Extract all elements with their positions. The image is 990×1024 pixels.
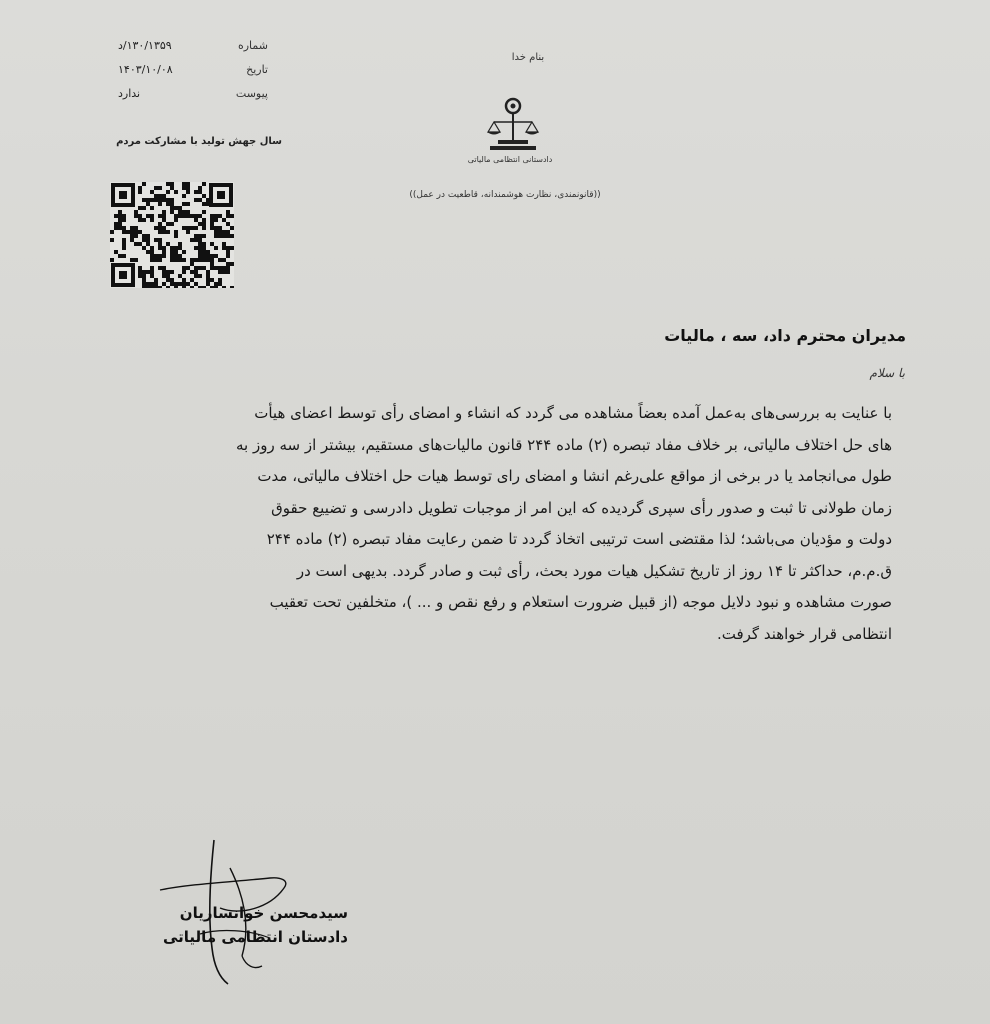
body-line: صورت مشاهده و نبود دلایل موجه (از قبیل ضرورت استعلام و رفع نقص و ... )، متخلفین تحت تعقیب (269, 593, 892, 611)
greeting: با سلام (869, 366, 905, 380)
body-line: طول می‌انجامد یا در برخی از مواقع علی‌رغم انشا و امضای رای توسط هیات حل اختلاف مالیاتی، مدت (257, 467, 892, 485)
number-row (118, 34, 268, 58)
body-line: زمان طولانی تا ثبت و صدور رأی سپری گردیده که این امر از موجبات تطویل دادرسی و تضییع حقوق (271, 498, 892, 517)
body-line: انتظامی قرار خواهند گرفت. (716, 624, 892, 643)
attachment-value: ندارد (118, 87, 141, 100)
addressee: مدیران محترم داد، سه ، مالیات (664, 326, 906, 345)
body-line: با عنایت به بررسی‌های به‌عمل آمده بعضاً مشاهده می گردد که انشاء و امضای رأی توسط اعضای هیأت (254, 404, 892, 422)
body-line: دولت و مؤدیان می‌باشد؛ لذا مقتضی است ترتیبی اتخاذ گردد تا ضمن رعایت مفاد تبصره (۲) ماده ۲۴۴ (266, 530, 892, 548)
body-line: ق.م.م، حداکثر تا ۱۴ روز از تاریخ تشکیل هیات مورد بحث، رأی ثبت و صادر گردد. بدیهی است در (296, 561, 892, 580)
date-value: ۱۴۰۳/۱۰/۰۸ (118, 63, 173, 76)
year-slogan: سال جهش تولید با مشارکت مردم (116, 136, 282, 147)
date-label: تاریخ (246, 63, 268, 76)
number-value: ۱۳۰/۱۳۵۹/د (118, 39, 172, 52)
signatory-title: دادستان انتظامی مالیاتی (162, 928, 348, 946)
letter-meta (118, 34, 268, 106)
number-label: شماره (237, 39, 268, 52)
attachment-label: پیوست (235, 87, 268, 100)
letter-body (96, 398, 892, 650)
date-row (118, 58, 268, 82)
organization-name: دادستانی انتظامی مالیاتی (467, 155, 553, 164)
signatory-name: سیدمحسن خوانساریان (179, 904, 348, 922)
body-line: های حل اختلاف مالیاتی، بر خلاف مفاد تبصره (۲) ماده ۲۴۴ قانون مالیات‌های مستقیم، بیشتر از سه روز به (235, 435, 892, 454)
organization-motto: ((قانونمندی، نظارت هوشمندانه، قاطعیت در عمل)) (409, 190, 601, 200)
qr-code (110, 182, 234, 288)
basmala: بنام خدا (511, 52, 545, 63)
attachment-row (118, 82, 268, 106)
scales-of-justice-emblem (478, 96, 548, 152)
